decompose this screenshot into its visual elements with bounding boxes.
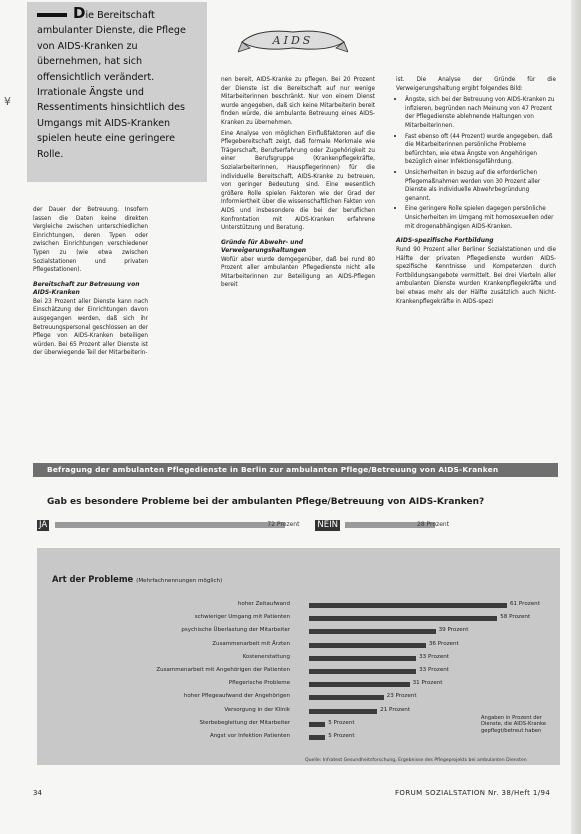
problem-label: Pflegerische Probleme: [228, 680, 290, 687]
problem-value-label: 31 Prozent: [412, 680, 443, 687]
yes-value-label: 72 Prozent: [267, 521, 300, 528]
pull-quote-body: ie Bereitschaft ambulanter Dienste, die Pflege von AIDS-Kranken zu übernehmen, hat sich offensichtlich verändert. Irrationale Ängste und Ressentiments hinsichtlich des Umgangs mit AIDS-Kranken spielen heute eine geringere Rolle.: [37, 10, 186, 160]
no-value-label: 28 Prozent: [417, 521, 450, 528]
problem-value-label: 61 Prozent: [510, 601, 540, 607]
no-label: NEIN: [317, 520, 338, 530]
chart-title: [52, 574, 222, 584]
chart-subtitle: (Mehrfachnennungen möglich): [136, 578, 223, 584]
problem-label: hoher Pflegeaufwand der Angehörigen: [183, 693, 290, 700]
col1-paragraph-1: der Dauer der Betreuung. Insofern lassen die Daten keine direkten Vergleiche zwischen unterschiedlichen Einrichtungen, deren Typen oder zwischen Einrichtungen verschiedener Typen zu (wie etwa zwischen Sozialstationen und privaten Pflegestationen).: [33, 207, 148, 274]
problem-bar: [309, 616, 497, 621]
list-item: • Fast ebenso oft (44 Prozent) wurde angegeben, daß die Mitarbeiterinnen persönliche Probleme befürchten, wie etwa Ängste von Angehörigen bezüglich einer Infektionsgefährdung.: [405, 132, 556, 167]
yes-no-chart: [37, 520, 557, 532]
problem-label: psychische Überlastung der Mitarbeiter: [181, 627, 290, 634]
chart-note: Angaben in Prozent der Dienste, die AIDS-Kranke gepflegt/betreut haben: [481, 715, 546, 734]
col3-paragraph-2: Rund 90 Prozent aller Berliner Sozialstationen und die Hälfte der privaten Pflegedienste wurden AIDS-spezifische Kenntnisse und Kompetenzen durch Fortbildungsangebote vermittelt. Bei drei Vierteln aller ambulanten Dienste wurden Krankenpflegekräfte und bei etwas mehr als der Hälfte zusätzlich auch Nicht-Krankenpflegekräfte in AIDS-spezi: [396, 247, 556, 305]
survey-banner: Befragung der ambulanten Pflegedienste in Berlin zur ambulanten Pflege/Betreuung von AIDS-Kranken: [33, 463, 558, 477]
drop-initial: D: [73, 4, 86, 22]
problem-bar: [309, 603, 507, 608]
text-column-1: [33, 206, 148, 360]
journal-footer: FORUM SOZIALSTATION Nr. 38/Heft 1/94: [395, 789, 551, 797]
problem-value-label: 36 Prozent: [428, 640, 459, 647]
col1-heading-bereitschaft: Bereitschaft zur Betreuung von AIDS-Kranken: [33, 280, 140, 296]
yes-bar: [55, 522, 285, 528]
problem-value-label: 5 Prozent: [328, 733, 355, 739]
problem-value-label: 58 Prozent: [500, 614, 531, 621]
col3-bullet-list: [396, 95, 556, 231]
col3-paragraph-1: ist. Die Analyse der Gründe für die Verweigerungshaltung ergibt folgendes Bild:: [396, 77, 556, 92]
problem-label: Sterbebegleitung der Mitarbeiter: [199, 719, 290, 726]
problem-bar: [309, 735, 325, 740]
problem-bar: [309, 682, 410, 687]
chart-source: Quelle: Infratest Gesundheitsforschung, Ergebnisse des Pflegeprojekts bei ambulanten Diensten: [305, 758, 527, 763]
problem-value-label: 33 Prozent: [419, 653, 449, 660]
list-item: • Eine geringere Rolle spielen dagegen persönliche Unsicherheiten im Umgang mit homosexuellen oder mit drogenabhängigen AIDS-Kranken.: [405, 204, 556, 231]
list-item: • Unsicherheiten in bezug auf die erforderlichen Pflegemaßnahmen werden von 30 Prozent aller Dienste als individuelle Abwehrbegründung genannt.: [405, 168, 556, 203]
col2-paragraph-3: Wofür aber wurde demgegenüber, daß bei rund 80 Prozent aller ambulanten Pflegedienste nicht alle Mitarbeiterinnen zur Beteiligung an AIDS-Pflegen bereit: [221, 256, 375, 289]
problem-bar: [309, 656, 416, 661]
problem-bar: [309, 629, 436, 634]
problem-label: Angst vor Infektion Patienten: [209, 733, 290, 739]
list-item: • Ängste, sich bei der Betreuung von AIDS-Kranken zu infizieren, begründen nach Meinung von 47 Prozent der Pflegedienste ablehnende Haltungen von Mitarbeiterinnen.: [405, 95, 556, 130]
scan-edge: [571, 0, 581, 834]
problem-bar: [309, 722, 325, 727]
problem-value-label: 33 Prozent: [419, 667, 449, 673]
problem-value-label: 39 Prozent: [438, 627, 469, 634]
col2-paragraph-2: Eine Analyse von möglichen Einflußfaktoren auf die Pflegebereitschaft zeigt, daß formale Merkmale wie Trägerschaft, Berufserfahrung oder Zugehörigkeit zu einer Berufsgruppe (Krankenpflegekräfte, Sozialarbeiterinnen, Hauspflegerinnen) für die individuelle Bereitschaft, AIDS-Kranke zu betreuen, von geringer Bedeutung sind. Eine wesentlich größere Rolle spielen Faktoren wie der Grad der Informiertheit über die wissenschaftlichen Fakten von AIDS und insbesondere die bei der beruflichen Konfrontation mit AIDS-Kranken erfahrene Unterstützung und Beratung.: [221, 130, 375, 232]
problem-bar: [309, 695, 384, 700]
problem-label: Kostenerstattung: [242, 653, 290, 660]
problem-label: Zusammenarbeit mit Angehörigen der Patienten: [156, 667, 290, 673]
yes-label: JA: [39, 520, 48, 530]
problem-label: Zusammenarbeit mit Ärzten: [212, 640, 290, 647]
problem-value-label: 23 Prozent: [386, 693, 417, 700]
margin-mark: ¥: [4, 95, 11, 108]
pull-quote: [27, 2, 207, 182]
col1-paragraph-2: Bei 23 Prozent aller Dienste kann nach Einschätzung der Einrichtungen davon ausgegangen werden, daß sich ihr Betreuungspersonal geschlossen an der Pflege von AIDS-Kranken beteiligen würden. Bei 65 Prozent aller Dienste ist der überwiegende Teil der Mitarbeiterin-: [33, 298, 148, 357]
pull-quote-text: [37, 6, 201, 162]
problem-bar: [309, 709, 377, 714]
text-column-2: [221, 76, 375, 292]
aids-ribbon-logo: [238, 22, 348, 58]
problem-label: Versorgung in der Klinik: [224, 706, 290, 713]
problem-label: hoher Zeitaufwand: [237, 601, 290, 607]
col2-heading-gruende: Gründe für Abwehr- und Verweigerungshaltungen: [221, 238, 307, 254]
chart-title-main: Art der Probleme: [52, 574, 134, 584]
problem-bar: [309, 669, 416, 674]
page-number: 34: [33, 789, 42, 797]
quote-bar: [37, 13, 67, 17]
col2-paragraph-1: nen bereit, AIDS-Kranke zu pflegen. Bei 20 Prozent der Dienste ist die Bereitschaft auf nur wenige Mitarbeiterinnen beschränkt. Nur von einem Dienst wurde angegeben, daß sich keine Mitarbeiterin bereit finden würde, die ambulante Betreuung eines AIDS-Kranken zu übernehmen.: [221, 77, 375, 126]
ribbon-text: AIDS: [272, 34, 314, 47]
col3-heading-fortbildung: AIDS-spezifische Fortbildung: [396, 237, 494, 245]
text-column-3: [396, 76, 556, 308]
survey-question: Gab es besondere Probleme bei der ambulanten Pflege/Betreuung von AIDS-Kranken?: [47, 497, 485, 507]
problem-label: schwieriger Umgang mit Patienten: [194, 614, 290, 621]
problem-value-label: 5 Prozent: [328, 719, 355, 726]
problem-value-label: 21 Prozent: [380, 706, 411, 713]
problem-bar: [309, 643, 426, 648]
